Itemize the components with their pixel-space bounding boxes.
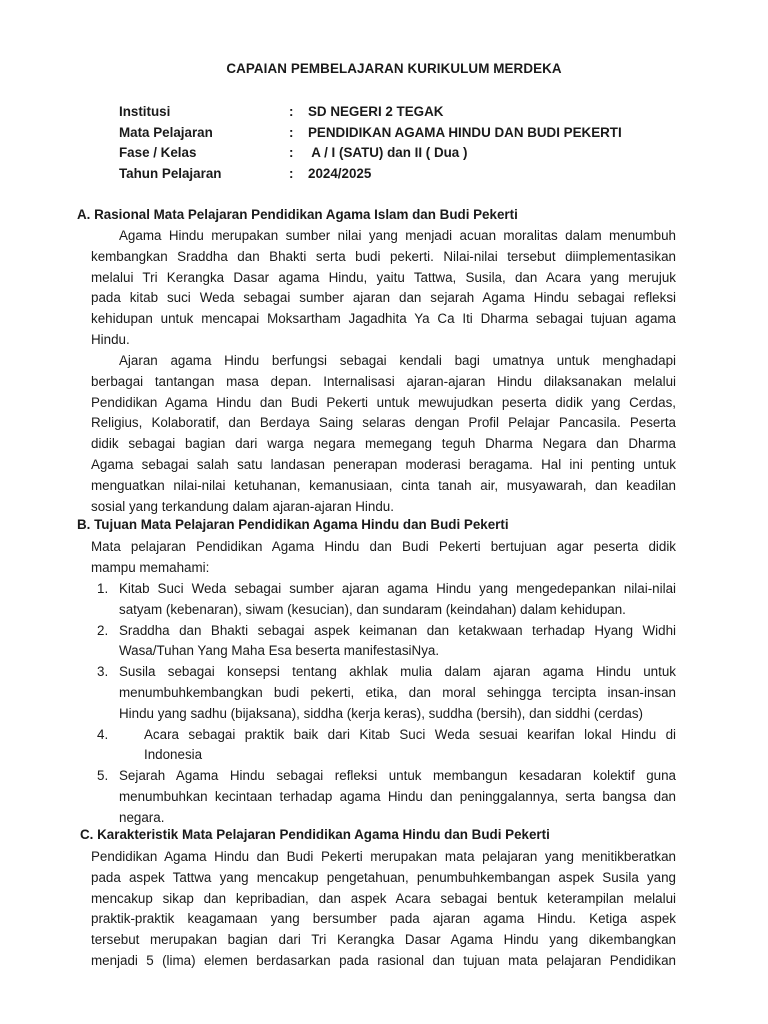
text-line: Sraddha dan Bhakti sebagai aspek keimanan dan ketakwaan terhadap Hyang Widhi: [119, 622, 676, 638]
text-line: didik sebagai bagian dari warga negara memegang teguh Dharma Negara dan Dharma: [91, 436, 676, 452]
page-title: CAPAIAN PEMBELAJARAN KURIKULUM MERDEKA: [226, 61, 562, 76]
list-number: 1.: [97, 581, 109, 596]
text-line: Susila sebagai konsepsi tentang akhlak mulia dalam ajaran agama Hindu untuk: [119, 664, 676, 680]
text-line: Hindu.: [91, 331, 130, 347]
text-line: mampu memahami:: [91, 559, 210, 575]
text-line: Agama Hindu merupakan sumber nilai yang menjadi acuan moralitas dalam menumbuh: [119, 228, 676, 243]
info-value: A / I (SATU) dan II ( Dua ): [308, 145, 468, 161]
info-row-tahun-pelajaran: [119, 163, 622, 184]
info-label: Fase / Kelas: [119, 145, 197, 161]
section-a-heading: A. Rasional Mata Pelajaran Pendidikan Agama Islam dan Budi Pekerti: [77, 207, 518, 222]
text-line: praktik-praktik keagamaan yang bersumber pada ajaran agama Hindu. Ketiga aspek: [91, 911, 676, 927]
info-colon: :: [289, 103, 294, 119]
list-item: [91, 766, 676, 828]
text-line: Agama sebagai salah satu landasan penerapan moderasi beragama. Hal ini penting untuk: [91, 456, 676, 472]
text-line: Pendidikan Agama Hindu dan Budi Pekerti merupakan mata pelajaran yang menitikberatkan: [91, 849, 676, 864]
text-line: Wasa/Tuhan Yang Maha Esa beserta manifestasiNya.: [119, 643, 440, 659]
info-row-mata-pelajaran: [119, 122, 622, 143]
info-colon: :: [289, 145, 294, 161]
text-line: sosial yang terkandung dalam ajaran-ajaran Hindu.: [91, 498, 394, 514]
text-line: kehidupan untuk mencapai Moksartham Jagadhita Ya Ca Iti Dharma sebagai tujuan agama: [91, 311, 676, 327]
text-line: menumbuhkan kecintaan terhadap agama Hindu dan peninggalannya, serta bangsa dan: [119, 788, 676, 804]
text-line: pada aspek Tattwa yang mencakup pengetahuan, penumbuhkembangan aspek Susila yang: [91, 869, 676, 885]
text-line: mencakup sikap dan kepribadian, dan aspek Acara sebagai bentuk keterampilan melalui: [91, 890, 676, 906]
info-row-fase-kelas: [119, 142, 622, 163]
info-value: SD NEGERI 2 TEGAK: [308, 103, 444, 119]
text-line: negara.: [119, 809, 165, 825]
list-item: [91, 662, 676, 724]
info-table: [119, 101, 622, 184]
text-line: Pendidikan Agama Hindu dan Budi Pekerti untuk mewujudkan peserta didik yang Cerdas,: [91, 394, 676, 410]
text-line: menumbuhkembangkan budi pekerti, etika, dan moral sehingga tercipta insan-insan: [119, 684, 676, 700]
text-line: Kitab Suci Weda sebagai sumber ajaran agama Hindu yang mengedepankan nilai-nilai: [119, 581, 676, 596]
text-line: berbagai tantangan masa depan. Internalisasi ajaran-ajaran Hindu dilaksanakan melalui: [91, 373, 676, 389]
info-label: Tahun Pelajaran: [119, 165, 222, 181]
text-line: Acara sebagai praktik baik dari Kitab Suci Weda sesuai kearifan lokal Hindu di: [144, 726, 676, 742]
text-line: Religius, Kolaboratif, dan Berdaya Saing selaras dengan Profil Pelajar Pancasila. Peserta: [91, 415, 676, 431]
section-c-heading: C. Karakteristik Mata Pelajaran Pendidikan Agama Hindu dan Budi Pekerti: [80, 827, 550, 842]
text-line: Ajaran agama Hindu berfungsi sebagai kendali bagi umatnya untuk menghadapi: [119, 353, 676, 368]
text-line: kembangkan Sraddha dan Bhakti serta budi pekerti. Nilai-nilai tersebut diimplementasikan: [91, 248, 676, 264]
text-line: Indonesia: [144, 747, 203, 763]
text-line: satyam (kebenaran), siwam (kesucian), dan sundaram (keindahan) dalam kehidupan.: [119, 601, 626, 617]
text-line: melalui Tri Kerangka Dasar agama Hindu, yaitu Tattwa, Susila, dan Acara yang merujuk: [91, 269, 676, 285]
info-label: Institusi: [119, 103, 171, 119]
list-item: [91, 621, 676, 663]
text-line: menguatkan nilai-nilai ketuhanan, kemanusiaan, cinta tanah air, musyawarah, dan keadilan: [91, 477, 676, 493]
list-number: 5.: [97, 768, 109, 784]
section-a-paragraph-1: [91, 226, 676, 351]
section-b-intro: [91, 537, 676, 579]
text-line: Hindu yang sadhu (bijaksana), siddha (kerja keras), suddha (bersih), dan siddhi (cerdas): [119, 705, 643, 721]
section-b-list: [91, 579, 676, 829]
section-c-paragraph-1: [91, 847, 676, 972]
text-line: pada kitab suci Weda sebagai sumber ajaran dan sejarah Agama Hindu sebagai refleksi: [91, 290, 676, 306]
text-line: Mata pelajaran Pendidikan Agama Hindu dan Budi Pekerti bertujuan agar peserta didik: [91, 539, 676, 554]
list-number: 2.: [97, 622, 109, 638]
list-item: [91, 725, 676, 767]
section-b-heading: B. Tujuan Mata Pelajaran Pendidikan Agama Hindu dan Budi Pekerti: [77, 517, 509, 532]
info-colon: :: [289, 165, 294, 181]
info-value: 2024/2025: [308, 165, 372, 181]
info-label: Mata Pelajaran: [119, 124, 213, 140]
list-item: [91, 579, 676, 621]
info-row-institusi: [119, 101, 622, 122]
list-number: 3.: [97, 664, 109, 680]
section-a-paragraph-2: [91, 351, 676, 517]
text-line: tersebut merupakan bagian dari Tri Kerangka Dasar Agama Hindu yang dikembangkan: [91, 932, 676, 948]
info-colon: :: [289, 124, 294, 140]
info-value: PENDIDIKAN AGAMA HINDU DAN BUDI PEKERTI: [308, 124, 622, 140]
text-line: menjadi 5 (lima) elemen berdasarkan pada rasional dan tujuan mata pelajaran Pendidikan: [91, 952, 676, 968]
text-line: Sejarah Agama Hindu sebagai refleksi untuk membangun kesadaran kolektif guna: [119, 768, 676, 784]
list-number: 4.: [97, 726, 109, 742]
